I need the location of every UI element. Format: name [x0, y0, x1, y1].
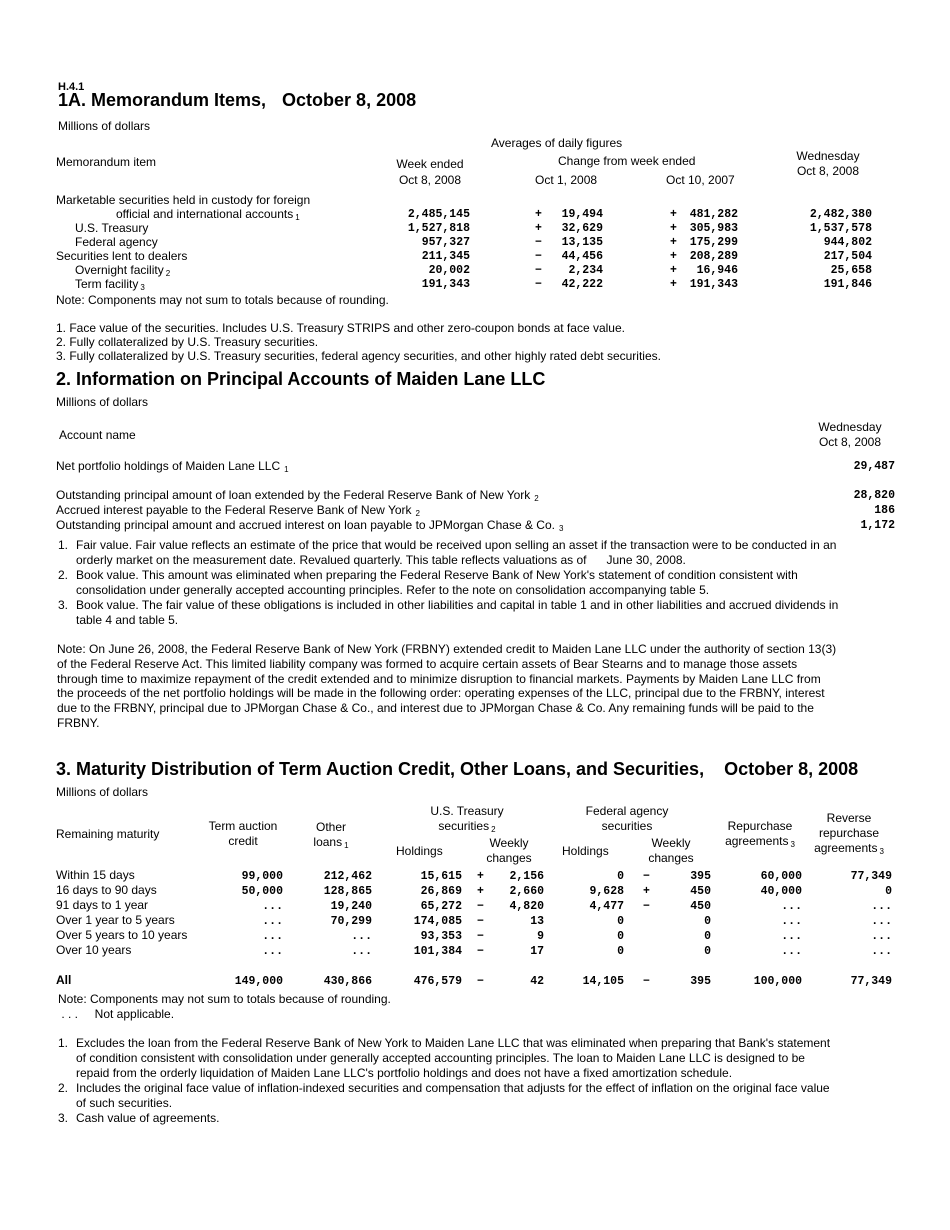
oct1-header: Oct 1, 2008: [535, 173, 598, 187]
treasury-holdings-value: 26,869: [420, 885, 462, 898]
wednesday-value: 217,504: [823, 250, 872, 263]
section1-footnote: 3. Fully collateralized by U.S. Treasury securities, federal agency securities, and other highly rated debt securities.: [56, 349, 661, 363]
change-oct10-value: 208,289: [689, 250, 738, 263]
footnote-number: 3.: [58, 598, 69, 612]
section1-footnote: 1. Face value of the securities. Includes U.S. Treasury STRIPS and other zero-coupon bonds at face value.: [56, 321, 625, 335]
agency-change-sign: −: [643, 975, 650, 988]
change-sign: +: [670, 208, 677, 221]
footnote-number: 3.: [58, 1111, 69, 1125]
note-line: Note: On June 26, 2008, the Federal Reserve Bank of New York (FRBNY) extended credit to Maiden Lane LLC under the authority of section 13(3): [57, 642, 837, 656]
section1-title: 1A. Memorandum Items, October 8, 2008: [58, 90, 417, 110]
footnote-text: of such securities.: [76, 1096, 173, 1110]
term-auction-header: Term auction credit: [208, 819, 278, 848]
change-oct1-value: 13,135: [561, 236, 603, 249]
averages-header: Averages of daily figures: [491, 136, 623, 150]
treasury-change-sign: +: [477, 885, 484, 898]
week-ended-value: 1,527,818: [407, 222, 470, 235]
wednesday-header: Wednesday Oct 8, 2008: [796, 149, 860, 178]
other-loans-value: ...: [351, 945, 372, 958]
agency-holdings-value: 0: [617, 945, 624, 958]
agency-holdings-value: 4,477: [589, 900, 624, 913]
wednesday-header: Wednesday Oct 8, 2008: [818, 420, 882, 449]
agency-weekly-value: 450: [690, 900, 711, 913]
agency-header: Federal agency securities: [585, 804, 669, 833]
term-auction-value: 50,000: [241, 885, 283, 898]
reverse-repurchase-header: Reverse repurchase agreements 3: [814, 811, 884, 856]
footnote-text: Book value. This amount was eliminated when preparing the Federal Reserve Bank of New York's statement of condition consistent with: [76, 568, 798, 582]
memo-item-header: Memorandum item: [56, 155, 157, 169]
account-value: 186: [874, 504, 895, 517]
treasury-weekly-value: 42: [530, 975, 544, 988]
change-sign: −: [535, 250, 542, 263]
term-auction-value: ...: [262, 945, 283, 958]
maturity-row-label: Over 1 year to 5 years: [56, 913, 175, 927]
change-oct1-value: 44,456: [561, 250, 603, 263]
agency-holdings-header: Holdings: [562, 844, 609, 858]
treasury-holdings-value: 101,384: [413, 945, 462, 958]
agency-weekly-value: 0: [704, 945, 711, 958]
change-sign: +: [670, 250, 677, 263]
repurchase-header: Repurchase agreements 3: [725, 819, 795, 849]
agency-holdings-value: 0: [617, 870, 624, 883]
change-sign: +: [670, 222, 677, 235]
term-auction-value: ...: [262, 930, 283, 943]
change-sign: +: [535, 208, 542, 221]
treasury-holdings-value: 174,085: [413, 915, 462, 928]
maturity-row-label: Within 15 days: [56, 868, 135, 882]
agency-weekly-value: 450: [690, 885, 711, 898]
memo-row-label: Overnight facility 2: [75, 263, 171, 278]
agency-weekly-value: 395: [690, 975, 711, 988]
change-oct10-value: 175,299: [689, 236, 738, 249]
term-auction-value: 99,000: [241, 870, 283, 883]
week-ended-value: 211,345: [421, 250, 470, 263]
change-header: Change from week ended: [558, 154, 696, 168]
repurchase-value: 40,000: [760, 885, 802, 898]
change-sign: +: [670, 236, 677, 249]
treasury-change-sign: −: [477, 915, 484, 928]
memo-row-label: U.S. Treasury: [75, 221, 149, 235]
treasury-change-sign: −: [477, 945, 484, 958]
repurchase-value: 100,000: [753, 975, 802, 988]
wednesday-value: 944,802: [823, 236, 872, 249]
treasury-weekly-value: 2,660: [509, 885, 544, 898]
agency-weekly-value: 395: [690, 870, 711, 883]
footnote-text: orderly market on the measurement date. Revalued quarterly. This table reflects valuations as of June 30, 2008.: [76, 553, 686, 567]
not-applicable-note: . . . Not applicable.: [58, 1007, 175, 1021]
change-oct10-value: 191,343: [689, 278, 738, 291]
other-loans-value: 70,299: [330, 915, 372, 928]
memo-row-label: Marketable securities held in custody for foreign: [56, 193, 311, 207]
note-line: due to the FRBNY, principal due to JPMorgan Chase & Co., and interest due to JPMorgan Chase & Co. Any remaining funds will be paid to the: [57, 701, 814, 716]
term-auction-value: 149,000: [234, 975, 283, 988]
reverse-repurchase-value: ...: [871, 930, 892, 943]
other-loans-header: Other loans 1: [313, 820, 349, 850]
reverse-repurchase-value: 77,349: [850, 870, 892, 883]
change-oct10-value: 481,282: [689, 208, 738, 221]
reverse-repurchase-value: 0: [885, 885, 892, 898]
wednesday-value: 2,482,380: [809, 208, 872, 221]
footnote-text: of condition consistent with consolidation under generally accepted accounting principles. The loan to Maiden Lane LLC is designed to be: [76, 1051, 805, 1065]
note-line: FRBNY.: [57, 716, 100, 730]
change-oct1-value: 2,234: [568, 264, 603, 277]
change-oct10-value: 16,946: [696, 264, 738, 277]
treasury-holdings-value: 15,615: [420, 870, 462, 883]
reverse-repurchase-value: 77,349: [850, 975, 892, 988]
change-sign: −: [535, 278, 542, 291]
footnote-text: Includes the original face value of inflation-indexed securities and compensation that adjusts for the effect of inflation on the original face value: [76, 1081, 830, 1095]
footnote-number: 1.: [58, 538, 69, 552]
footnote-number: 2.: [58, 568, 69, 582]
account-row-label: Outstanding principal amount and accrued interest on loan payable to JPMorgan Chase & Co. 3: [56, 518, 564, 533]
account-value: 28,820: [853, 489, 895, 502]
section3-units: Millions of dollars: [56, 785, 149, 799]
section1-units: Millions of dollars: [58, 119, 151, 133]
wednesday-value: 191,846: [823, 278, 872, 291]
footnote-text: Excludes the loan from the Federal Reserve Bank of New York to Maiden Lane LLC that was eliminated when preparing that Bank's statement: [76, 1036, 831, 1050]
maturity-row-label: All: [56, 973, 72, 987]
treasury-change-sign: −: [477, 900, 484, 913]
account-row-label: Outstanding principal amount of loan extended by the Federal Reserve Bank of New York 2: [56, 488, 539, 503]
treasury-weekly-value: 2,156: [509, 870, 544, 883]
note-line: the proceeds of the net portfolio holdings will be made in the following order: operating expenses of the LLC, principal due to the FRBNY, interest: [57, 686, 825, 701]
treasury-weekly-value: 13: [530, 915, 544, 928]
note-line: through time to maximize repayment of the credit extended and to minimize disruption to financial markets. Payments by Maiden Lane LLC from: [57, 671, 821, 686]
note-line: of the Federal Reserve Act. This limited liability company was formed to acquire certain assets of Bear Stearns and to manage those assets: [57, 656, 798, 671]
section1-note: Note: Components may not sum to totals because of rounding.: [56, 293, 389, 307]
account-row-label: Net portfolio holdings of Maiden Lane LLC 1: [56, 459, 289, 474]
footnote-text: repaid from the orderly liquidation of Maiden Lane LLC's portfolio holdings and does not have a fixed amortization schedule.: [76, 1066, 733, 1080]
change-oct10-value: 305,983: [689, 222, 738, 235]
agency-holdings-value: 14,105: [582, 975, 624, 988]
repurchase-value: ...: [781, 945, 802, 958]
agency-change-sign: −: [643, 900, 650, 913]
maturity-row-label: Over 10 years: [56, 943, 132, 957]
footnote-text: table 4 and table 5.: [76, 613, 179, 627]
change-oct1-value: 42,222: [561, 278, 603, 291]
section1-footnote: 2. Fully collateralized by U.S. Treasury securities.: [56, 335, 319, 349]
repurchase-value: ...: [781, 900, 802, 913]
treasury-holdings-header: Holdings: [396, 844, 443, 858]
treasury-weekly-value: 9: [537, 930, 544, 943]
footnote-number: 1.: [58, 1036, 69, 1050]
treasury-holdings-value: 65,272: [420, 900, 462, 913]
section3-title: 3. Maturity Distribution of Term Auction Credit, Other Loans, and Securities, October 8, 2008: [56, 759, 859, 779]
treasury-weekly-header: Weekly changes: [486, 836, 532, 865]
treasury-change-sign: −: [477, 930, 484, 943]
other-loans-value: 430,866: [323, 975, 372, 988]
agency-weekly-value: 0: [704, 930, 711, 943]
other-loans-value: 212,462: [323, 870, 372, 883]
footnote-number: 2.: [58, 1081, 69, 1095]
agency-change-sign: +: [643, 885, 650, 898]
change-oct1-value: 19,494: [561, 208, 603, 221]
treasury-holdings-value: 93,353: [420, 930, 462, 943]
oct10-header: Oct 10, 2007: [666, 173, 735, 187]
other-loans-value: 19,240: [330, 900, 372, 913]
treasury-holdings-value: 476,579: [413, 975, 462, 988]
account-row-label: Accrued interest payable to the Federal Reserve Bank of New York 2: [56, 503, 420, 518]
other-loans-value: ...: [351, 930, 372, 943]
change-oct1-value: 32,629: [561, 222, 603, 235]
account-value: 29,487: [853, 460, 895, 473]
agency-change-sign: −: [643, 870, 650, 883]
memo-row-label: official and international accounts 1: [116, 207, 300, 222]
memo-row-label: Federal agency: [75, 235, 158, 249]
repurchase-value: ...: [781, 930, 802, 943]
change-sign: −: [535, 236, 542, 249]
remaining-maturity-header: Remaining maturity: [56, 827, 160, 841]
treasury-weekly-value: 17: [530, 945, 544, 958]
footnote-text: Cash value of agreements.: [76, 1111, 220, 1125]
change-sign: +: [535, 222, 542, 235]
memo-row-label: Securities lent to dealers: [56, 249, 188, 263]
account-name-header: Account name: [59, 428, 136, 442]
week-ended-value: 957,327: [421, 236, 470, 249]
reverse-repurchase-value: ...: [871, 945, 892, 958]
footnote-text: consolidation under generally accepted accounting principles. Refer to the note on consolidation accompanying table 5.: [76, 583, 710, 597]
agency-holdings-value: 9,628: [589, 885, 624, 898]
reverse-repurchase-value: ...: [871, 900, 892, 913]
account-value: 1,172: [860, 519, 895, 532]
footnote-text: Book value. The fair value of these obligations is included in other liabilities and capital in table 1 and in other liabilities and accrued dividends in: [76, 598, 839, 612]
repurchase-value: ...: [781, 915, 802, 928]
reverse-repurchase-value: ...: [871, 915, 892, 928]
other-loans-value: 128,865: [323, 885, 372, 898]
treasury-change-sign: −: [477, 975, 484, 988]
change-sign: +: [670, 278, 677, 291]
agency-holdings-value: 0: [617, 915, 624, 928]
agency-weekly-value: 0: [704, 915, 711, 928]
wednesday-value: 1,537,578: [809, 222, 872, 235]
week-ended-header: Week ended Oct 8, 2008: [396, 157, 464, 187]
agency-holdings-value: 0: [617, 930, 624, 943]
term-auction-value: ...: [262, 915, 283, 928]
wednesday-value: 25,658: [830, 264, 872, 277]
week-ended-value: 20,002: [428, 264, 470, 277]
treasury-weekly-value: 4,820: [509, 900, 544, 913]
week-ended-value: 191,343: [421, 278, 470, 291]
section2-title: 2. Information on Principal Accounts of Maiden Lane LLC: [56, 369, 546, 389]
term-auction-value: ...: [262, 900, 283, 913]
maturity-row-label: 16 days to 90 days: [56, 883, 157, 897]
change-sign: +: [670, 264, 677, 277]
report-code: H.4.1: [58, 81, 85, 93]
maturity-row-label: Over 5 years to 10 years: [56, 928, 188, 942]
memo-row-label: Term facility 3: [75, 277, 145, 292]
week-ended-value: 2,485,145: [407, 208, 470, 221]
section2-units: Millions of dollars: [56, 395, 149, 409]
treasury-header: U.S. Treasury securities 2: [430, 804, 504, 834]
repurchase-value: 60,000: [760, 870, 802, 883]
maturity-row-label: 91 days to 1 year: [56, 898, 149, 912]
agency-weekly-header: Weekly changes: [648, 836, 694, 865]
footnote-text: Fair value. Fair value reflects an estimate of the price that would be received upon selling an asset if the transaction were to be conducted in an: [76, 538, 837, 552]
treasury-change-sign: +: [477, 870, 484, 883]
section3-note: Note: Components may not sum to totals because of rounding.: [58, 992, 391, 1006]
change-sign: −: [535, 264, 542, 277]
